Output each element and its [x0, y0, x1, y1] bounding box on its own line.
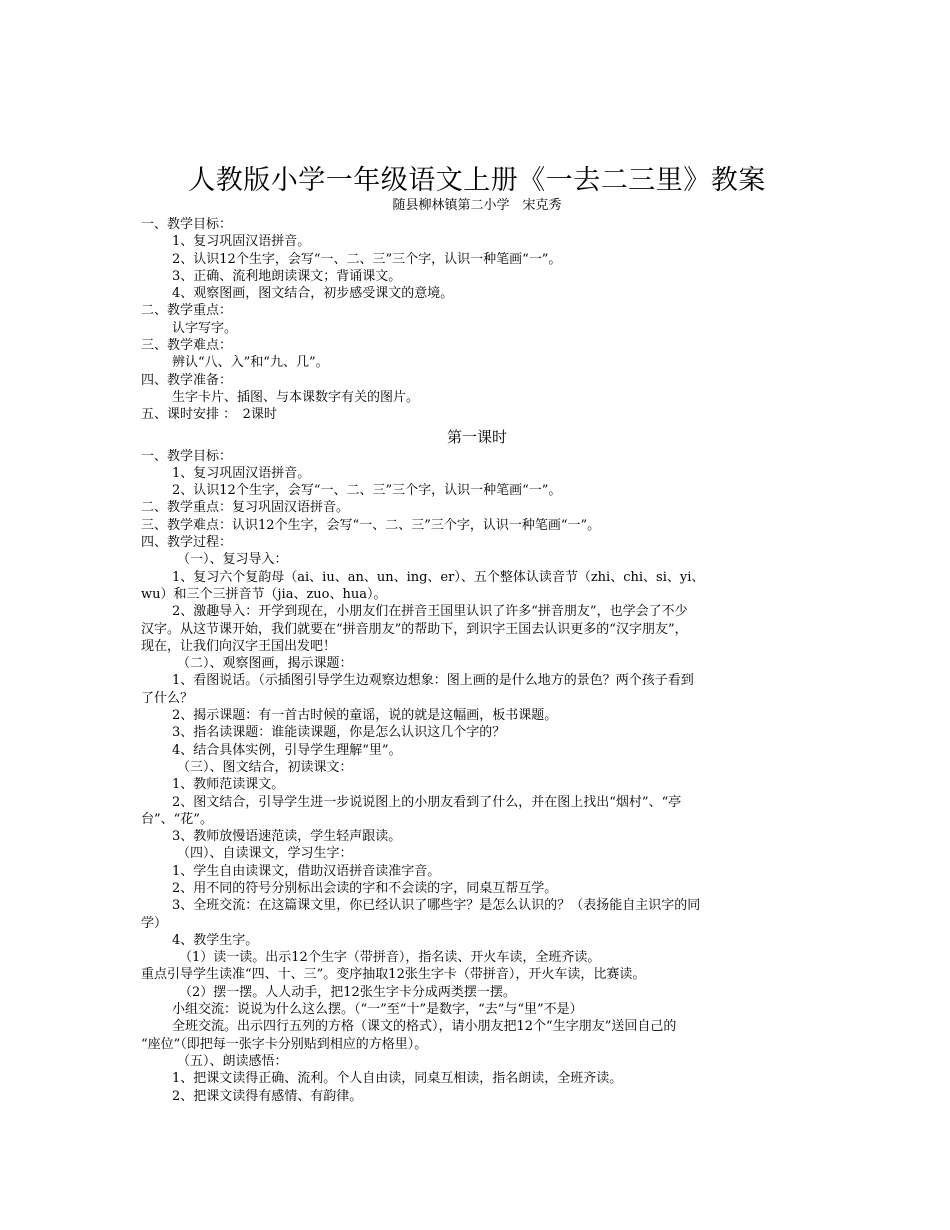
text-line: 1、看图说话。（示插图引导学生边观察边想象：图上画的是什么地方的景色？两个孩子看到	[172, 673, 694, 689]
text-line: 2、激趣导入：开学到现在，小朋友们在拼音王国里认识了许多“拼音朋友”，也学会了不少	[172, 604, 688, 620]
document-title: 人教版小学一年级语文上册《一去二三里》教案	[188, 165, 766, 196]
text-line: 2、认识12个生字，会写“一、二、三”三个字，认识一种笔画“一”。	[172, 251, 562, 267]
text-line: 2、把课文读得有感情、有韵律。	[172, 1088, 363, 1104]
text-line: 2、用不同的符号分别标出会读的字和不会读的字，同桌互帮互学。	[172, 880, 558, 896]
text-line: 一、教学目标：	[141, 448, 233, 464]
text-line: 4、教学生字。	[172, 932, 259, 948]
lesson-section	[141, 448, 813, 1105]
text-line: 小组交流：说说为什么这么摆。（“一”至“十”是数字，“去”与“里”不是）	[172, 1002, 583, 1018]
text-line: 4、观察图画，图文结合，初步感受课文的意境。	[172, 286, 454, 302]
text-line: 1、学生自由读课文，借助汉语拼音读准字音。	[172, 863, 441, 879]
text-line: 了什么？	[141, 690, 194, 706]
text-line: 1、教师范读课文。	[172, 777, 285, 793]
text-line: 一、教学目标：	[141, 217, 233, 232]
text-line: 3、指名读课题：谁能读课题，你是怎么认识这几个字的？	[172, 725, 506, 741]
author-line: 随县柳林镇第二小学 宋克秀	[392, 198, 562, 213]
text-line: （五）、朗读感悟：	[177, 1053, 288, 1069]
text-line: 1、把课文读得正确、流利。个人自由读，同桌互相读，指名朗读，全班齐读。	[172, 1071, 623, 1087]
text-line: 3、全班交流：在这篇课文里，你已经认识了哪些字？是怎么认识的？（表扬能自主识字的同	[172, 898, 701, 914]
text-line: （二）、观察图画，揭示课题：	[177, 656, 353, 672]
text-line: 现在，让我们向汉字王国出发吧！	[141, 638, 337, 654]
text-line: 二、教学重点：	[141, 303, 233, 319]
text-line: 重点引导学生读准“四、十、三”。变序抽取12张生字卡（带拼音），开火车读，比赛读。	[141, 967, 646, 983]
text-line: （三）、图文结合，初读课文：	[177, 759, 353, 775]
text-line: 五、课时安排 ： 2课时	[141, 407, 277, 423]
text-line: 2、认识12个生字，会写“一、二、三”三个字，认识一种笔画“一”。	[172, 483, 562, 499]
text-line: 台”、“花”。	[141, 811, 213, 827]
text-line: wu）和三个三拼音节（jia、zuo、hua）。	[141, 586, 387, 602]
text-line: 2、揭示课题：有一首古时候的童谣，说的就是这幅画，板书课题。	[172, 708, 558, 724]
text-line: 二、教学重点：复习巩固汉语拼音。	[141, 500, 350, 516]
text-line: 1、复习六个复韵母（ai、iu、an、un、ing、er）、五个整体认读音节（zhi、chi、si、yi、	[172, 569, 705, 585]
text-line: 全班交流。出示四行五列的方格（课文的格式），请小朋友把12个“生字朋友”送回自己的	[172, 1019, 677, 1035]
text-line: 三、教学难点：认识12个生字，会写“一、二、三”三个字，认识一种笔画“一”。	[141, 517, 601, 533]
document-page	[141, 165, 813, 1105]
text-line: 认字写字。	[172, 320, 238, 336]
text-line: 3、正确、流利地朗读课文；背诵课文。	[172, 268, 402, 284]
text-line: （一）、复习导入：	[177, 552, 288, 568]
text-line: （四）、自读课文，学习生字：	[177, 846, 353, 862]
text-line: 2、图文结合，引导学生进一步说说图上的小朋友看到了什么，并在图上找出“烟村”、“亭	[172, 794, 682, 810]
text-line: 1、复习巩固汉语拼音。	[172, 234, 311, 250]
text-line: “座位”（即把每一张字卡分别贴到相应的方格里）。	[141, 1036, 428, 1052]
overview-section	[141, 216, 813, 424]
text-line: 4、结合具体实例，引导学生理解“里”。	[172, 742, 402, 758]
text-line: （1）读一读。出示12个生字（带拼音），指名读、开火车读，全班齐读。	[179, 950, 601, 966]
lesson-heading: 第一课时	[446, 427, 507, 446]
text-line: （2）摆一摆。人人动手，把12张生字卡分成两类摆一摆。	[179, 984, 516, 1000]
text-line: 汉字。从这节课开始，我们就要在“拼音朋友”的帮助下，到识字王国去认识更多的“汉字朋友”，	[141, 621, 688, 637]
text-line: 学）	[141, 915, 168, 931]
text-line: 3、教师放慢语速范读，学生轻声跟读。	[172, 829, 402, 845]
text-line: 三、教学难点：	[141, 338, 233, 354]
text-line: 辨认“八、入”和“九、几”。	[172, 355, 329, 371]
text-line: 四、教学准备：	[141, 372, 233, 388]
text-line: 1、复习巩固汉语拼音。	[172, 465, 311, 481]
text-line: 生字卡片、插图、与本课数字有关的图片。	[172, 389, 420, 405]
text-line: 四、教学过程：	[141, 535, 233, 551]
